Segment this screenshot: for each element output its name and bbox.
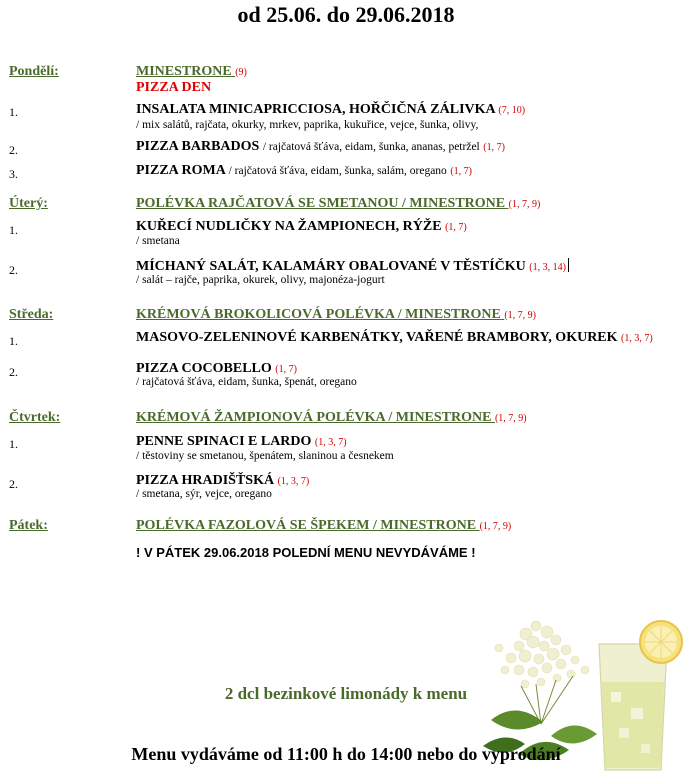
soup-name: KRÉMOVÁ ŽAMPIONOVÁ POLÉVKA / MINESTRONE: [136, 410, 492, 425]
soup-monday: [136, 64, 247, 80]
item-number: 1.: [9, 105, 18, 119]
promo-text: 2 dcl bezinkové limonády k menu: [224, 684, 468, 703]
dish-title: [136, 361, 297, 377]
item-number: 2.: [9, 263, 18, 277]
dish-allergens: (1, 7): [275, 364, 297, 375]
soup-name: POLÉVKA RAJČATOVÁ SE SMETANOU / MINESTRONE: [136, 196, 506, 211]
dish-title: [136, 139, 505, 155]
item-number: 1.: [9, 334, 18, 348]
dish-inline-description: / rajčatová šťáva, eidam, šunka, ananas, petržel: [262, 141, 480, 153]
soup-allergens: (1, 7, 9): [479, 521, 512, 532]
lemon-slice: [640, 621, 682, 663]
day-label-tuesday: Úterý:: [9, 196, 48, 211]
dish-description: / těstoviny se smetanou, špenátem, slaninou a česnekem: [136, 450, 394, 462]
elderflower-cluster: [495, 621, 589, 688]
dish-allergens: (1, 7): [483, 142, 505, 153]
menu-date-range: od 25.06. do 29.06.2018: [237, 2, 455, 27]
dish-name: PENNE SPINACI E LARDO: [136, 434, 312, 449]
item-number: 2.: [9, 143, 18, 157]
soup-allergens: (1, 7, 9): [508, 199, 541, 210]
dish-title: [136, 473, 309, 489]
dish-inline-description: / rajčatová šťáva, eidam, šunka, salám, oregano: [228, 165, 447, 177]
soup-allergens: (9): [235, 67, 247, 78]
soup-name: MINESTRONE: [136, 64, 232, 79]
dish-name: MÍCHANÝ SALÁT, KALAMÁRY OBALOVANÉ V TĚSTÍČKU: [136, 259, 526, 274]
soup-allergens: (1, 7, 9): [504, 310, 536, 321]
soup-friday: [136, 518, 511, 534]
item-number: 1.: [9, 223, 18, 237]
item-number: 3.: [9, 167, 18, 181]
text-cursor: [568, 258, 569, 272]
day-label-wednesday: Středa:: [9, 307, 54, 322]
dish-name: PIZZA HRADIŠŤSKÁ: [136, 473, 275, 488]
dish-allergens: (7, 10): [498, 105, 526, 116]
dish-allergens: (1, 3, 14): [529, 262, 566, 273]
pizza-day-label: PIZZA DEN: [136, 80, 212, 95]
serving-hours: Menu vydáváme od 11:00 h do 14:00 nebo do vyprodání: [131, 744, 561, 764]
soup-allergens: (1, 7, 9): [494, 413, 527, 424]
dish-name: KUŘECÍ NUDLIČKY NA ŽAMPIONECH, RÝŽE: [136, 219, 442, 234]
day-label-thursday: Čtvrtek:: [9, 410, 61, 425]
item-number: 2.: [9, 477, 18, 491]
item-number: 1.: [9, 437, 18, 451]
dish-title: [136, 258, 569, 275]
dish-description: / mix salátů, rajčata, okurky, mrkev, paprika, kukuřice, vejce, šunka, olivy,: [136, 119, 479, 131]
dish-name: MASOVO-ZELENINOVÉ KARBENÁTKY, VAŘENÉ BRAMBORY, OKUREK: [136, 330, 618, 345]
dish-name: PIZZA BARBADOS: [136, 139, 260, 154]
soup-tuesday: [136, 196, 540, 212]
dish-title: [136, 434, 347, 450]
soup-name: POLÉVKA FAZOLOVÁ SE ŠPEKEM / MINESTRONE: [136, 518, 477, 533]
dish-name: PIZZA COCOBELLO: [136, 361, 272, 376]
day-label-monday: Pondělí:: [9, 64, 59, 79]
dish-allergens: (1, 7): [450, 166, 472, 177]
dish-name: INSALATA MINICAPRICCIOSA, HOŘČIČNÁ ZÁLIVKA: [136, 102, 495, 117]
dish-title: [136, 219, 467, 235]
soup-thursday: [136, 410, 527, 426]
dish-title: [136, 330, 653, 346]
dish-description: / smetana, sýr, vejce, oregano: [136, 488, 272, 500]
dish-title: [136, 102, 525, 118]
soup-wednesday: [136, 307, 536, 323]
dish-description: / rajčatová šťáva, eidam, šunka, špenát, oregano: [136, 376, 357, 388]
dish-allergens: (1, 3, 7): [621, 333, 653, 344]
dish-title: [136, 163, 472, 179]
item-number: 2.: [9, 365, 18, 379]
dish-allergens: (1, 3, 7): [314, 437, 347, 448]
dish-description: / salát – rajče, paprika, okurek, olivy, majonéza-jogurt: [136, 274, 385, 286]
dish-allergens: (1, 3, 7): [277, 476, 310, 487]
dish-name: PIZZA ROMA: [136, 163, 226, 178]
dish-allergens: (1, 7): [445, 222, 467, 233]
dish-description: / smetana: [136, 235, 180, 247]
friday-notice: ! V PÁTEK 29.06.2018 POLEDNÍ MENU NEVYDÁVÁME !: [136, 545, 476, 560]
day-label-friday: Pátek:: [9, 518, 48, 533]
soup-name: KRÉMOVÁ BROKOLICOVÁ POLÉVKA / MINESTRONE: [136, 307, 501, 322]
